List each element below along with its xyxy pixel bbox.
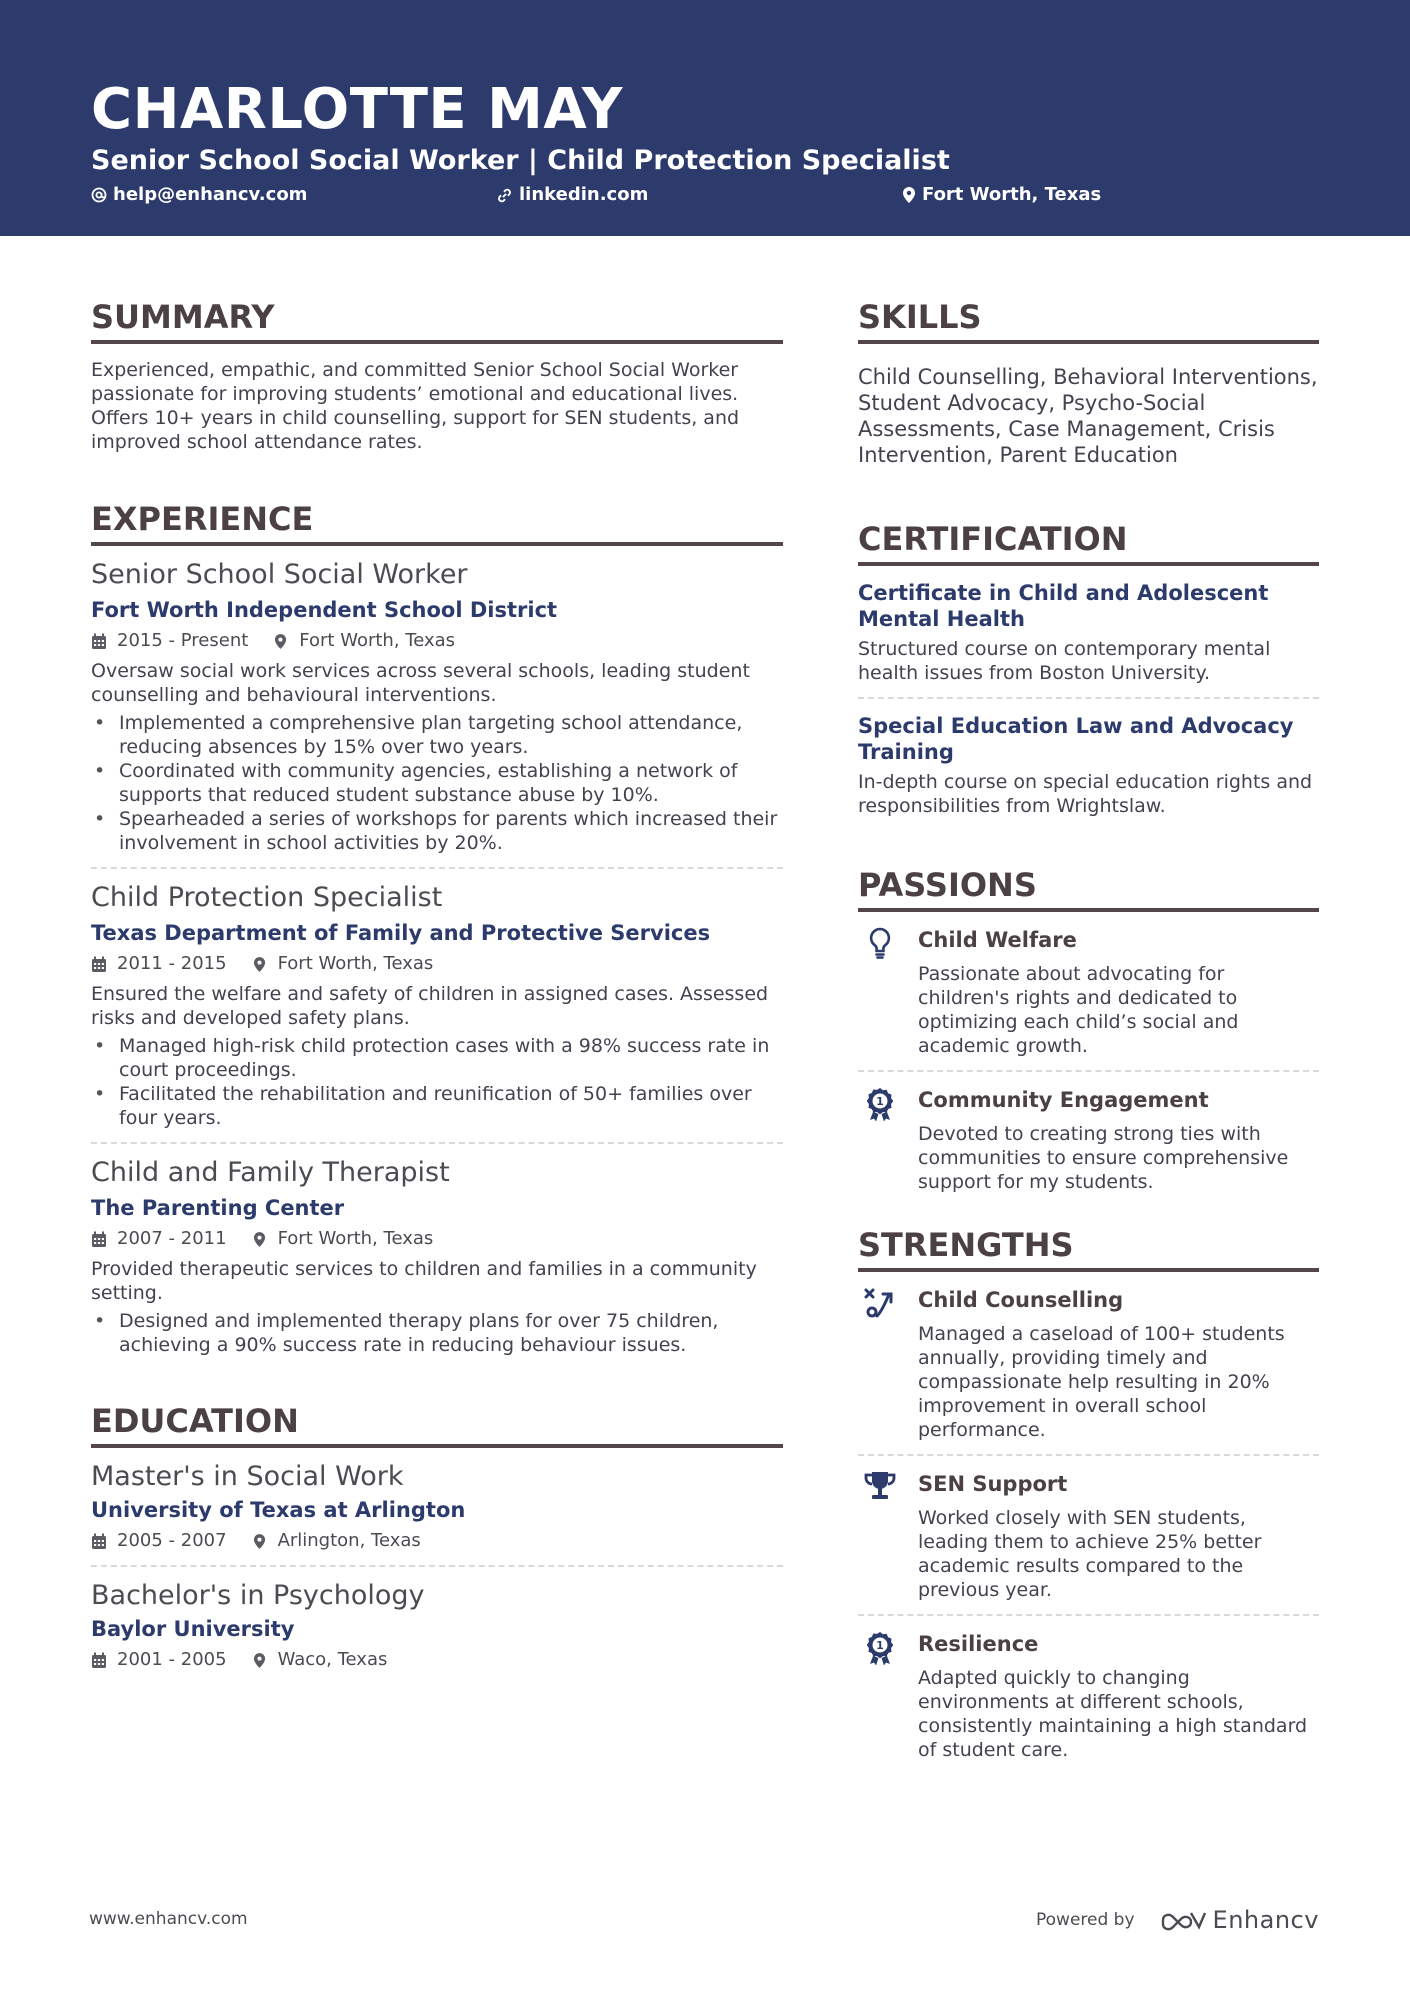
location-pin-icon xyxy=(274,633,287,650)
job-entry xyxy=(91,1156,783,1357)
powered-by-label: Powered by xyxy=(1036,1910,1135,1930)
degree-title: Master's in Social Work xyxy=(91,1461,404,1492)
passion-title: Community Engagement xyxy=(918,1088,1209,1112)
job-bullets xyxy=(91,1034,783,1130)
job-dates: 2015 - Present xyxy=(117,630,249,651)
divider xyxy=(858,697,1319,699)
certification-title: Special Education Law and Advocacy Training xyxy=(858,714,1294,764)
strength-title: Resilience xyxy=(918,1632,1039,1656)
company-name: Texas Department of Family and Protective Services xyxy=(91,921,711,945)
job-location: Fort Worth, Texas xyxy=(277,1228,434,1249)
footer-website[interactable]: www.enhancv.com xyxy=(89,1909,248,1929)
education-meta xyxy=(91,1648,783,1672)
job-description: Ensured the welfare and safety of children in assigned cases. Assessed risks and developed safety plans. xyxy=(91,983,769,1029)
education-location: Waco, Texas xyxy=(277,1649,388,1670)
job-location: Fort Worth, Texas xyxy=(277,953,434,974)
school-name: University of Texas at Arlington xyxy=(91,1498,466,1522)
certification-description: In-depth course on special education rights and responsibilities from Wrightslaw. xyxy=(858,771,1313,817)
job-dates: 2011 - 2015 xyxy=(117,953,227,974)
job-meta xyxy=(91,952,783,976)
education-location: Arlington, Texas xyxy=(277,1530,421,1551)
job-bullets xyxy=(91,711,783,855)
certification-section xyxy=(858,520,1319,818)
divider xyxy=(91,1565,783,1567)
svg-text:1: 1 xyxy=(876,1095,884,1108)
job-location: Fort Worth, Texas xyxy=(299,630,456,651)
passion-item xyxy=(858,1086,1319,1194)
passion-title: Child Welfare xyxy=(918,928,1077,952)
passions-section xyxy=(858,866,1319,1194)
divider xyxy=(858,1070,1319,1072)
certification-entry xyxy=(858,580,1319,685)
calendar-icon xyxy=(91,1231,107,1248)
enhancv-logo-icon xyxy=(1159,1908,1207,1932)
skills-section xyxy=(858,298,1319,468)
education-entry xyxy=(91,1579,783,1672)
passion-description: Passionate about advocating for children's rights and dedicated to optimizing each child’s social and academic growth. xyxy=(918,963,1239,1057)
summary-heading: SUMMARY xyxy=(91,298,783,344)
certification-entry xyxy=(858,713,1319,818)
passions-heading: PASSIONS xyxy=(858,866,1319,912)
strength-title: SEN Support xyxy=(918,1472,1068,1496)
job-bullet: • Coordinated with community agencies, establishing a network of supports that reduced student substance abuse by 10%. xyxy=(91,759,783,807)
job-bullet: • Facilitated the rehabilitation and reunification of 50+ families over four years. xyxy=(91,1082,783,1130)
contact-linkedin[interactable] xyxy=(496,183,648,207)
education-entry xyxy=(91,1460,783,1553)
company-name: Fort Worth Independent School District xyxy=(91,598,558,622)
calendar-icon xyxy=(91,1652,107,1669)
strength-item xyxy=(858,1470,1319,1602)
education-meta xyxy=(91,1529,783,1553)
location-pin-icon xyxy=(253,956,266,973)
job-entry xyxy=(91,881,783,1130)
passion-description: Devoted to creating strong ties with communities to ensure comprehensive support for my students. xyxy=(918,1123,1289,1193)
school-name: Baylor University xyxy=(91,1617,295,1641)
location-pin-icon xyxy=(253,1652,266,1669)
job-title: Child Protection Specialist xyxy=(91,882,443,913)
experience-heading: EXPERIENCE xyxy=(91,500,783,546)
link-icon xyxy=(496,187,513,204)
location-pin-icon xyxy=(253,1533,266,1550)
medal-icon xyxy=(865,1086,895,1122)
experience-section xyxy=(91,500,783,1357)
certification-title: Certificate in Child and Adolescent Mental Health xyxy=(858,581,1269,631)
strength-item xyxy=(858,1630,1319,1762)
education-dates: 2001 - 2005 xyxy=(117,1649,227,1670)
job-description: Oversaw social work services across several schools, leading student counselling and behavioural interventions. xyxy=(91,660,750,706)
strength-title: Child Counselling xyxy=(918,1288,1124,1312)
job-title: Senior School Social Worker xyxy=(91,559,468,590)
skills-text: Child Counselling, Behavioral Interventions, Student Advocacy, Psycho-Social Assessments, Case Management, Crisis Intervention, Parent Education xyxy=(858,365,1318,467)
passion-item xyxy=(858,926,1319,1058)
skills-heading: SKILLS xyxy=(858,298,1319,344)
svg-text:1: 1 xyxy=(876,1639,884,1652)
email-text: help@enhancv.com xyxy=(113,184,308,205)
location-text: Fort Worth, Texas xyxy=(922,184,1102,205)
certification-heading: CERTIFICATION xyxy=(858,520,1319,566)
strategy-icon xyxy=(863,1286,897,1320)
job-bullet: • Designed and implemented therapy plans for over 75 children, achieving a 90% success rate in reducing behaviour issues. xyxy=(91,1309,783,1357)
job-bullets xyxy=(91,1309,783,1357)
at-icon xyxy=(91,187,107,203)
job-bullet: • Managed high-risk child protection cases with a 98% success rate in court proceedings. xyxy=(91,1034,783,1082)
company-name: The Parenting Center xyxy=(91,1196,345,1220)
location-pin-icon xyxy=(253,1231,266,1248)
strength-description: Managed a caseload of 100+ students annually, providing timely and compassionate help resulting in 20% improvement in overall school performance. xyxy=(918,1323,1285,1441)
job-meta xyxy=(91,1227,783,1251)
education-heading: EDUCATION xyxy=(91,1402,783,1448)
summary-section xyxy=(91,298,783,454)
job-bullet: • Spearheaded a series of workshops for parents which increased their involvement in school activities by 20%. xyxy=(91,807,783,855)
contact-location xyxy=(902,183,1101,207)
divider xyxy=(858,1614,1319,1616)
strength-description: Worked closely with SEN students, leading them to achieve 25% better academic results compared to the previous year. xyxy=(918,1507,1262,1601)
education-dates: 2005 - 2007 xyxy=(117,1530,227,1551)
job-meta xyxy=(91,629,783,653)
calendar-icon xyxy=(91,633,107,650)
job-entry xyxy=(91,558,783,855)
medal-icon xyxy=(865,1630,895,1666)
candidate-title: Senior School Social Worker | Child Protection Specialist xyxy=(91,145,950,176)
job-title: Child and Family Therapist xyxy=(91,1157,450,1188)
summary-text: Experienced, empathic, and committed Senior School Social Worker passionate for improving students’ emotional and educational lives. Offers 10+ years in child counselling, support for SEN students, and improved school attendance rates. xyxy=(91,359,740,453)
strength-item xyxy=(858,1286,1319,1442)
trophy-icon xyxy=(863,1470,897,1502)
strengths-section xyxy=(858,1226,1319,1762)
divider xyxy=(91,867,783,869)
strengths-heading: STRENGTHS xyxy=(858,1226,1319,1272)
divider xyxy=(858,1454,1319,1456)
education-section xyxy=(91,1402,783,1672)
resume-header xyxy=(0,0,1410,236)
candidate-name: CHARLOTTE MAY xyxy=(91,77,623,142)
calendar-icon xyxy=(91,956,107,973)
footer-branding[interactable] xyxy=(1036,1906,1319,1934)
linkedin-text: linkedin.com xyxy=(519,184,649,205)
divider xyxy=(91,1142,783,1144)
certification-description: Structured course on contemporary mental health issues from Boston University. xyxy=(858,638,1271,684)
location-pin-icon xyxy=(902,186,916,204)
lightbulb-icon xyxy=(866,926,894,960)
job-bullet: • Implemented a comprehensive plan targeting school attendance, reducing absences by 15% over two years. xyxy=(91,711,783,759)
job-description: Provided therapeutic services to children and families in a community setting. xyxy=(91,1258,757,1304)
brand-name: Enhancv xyxy=(1212,1906,1319,1934)
job-dates: 2007 - 2011 xyxy=(117,1228,227,1249)
strength-description: Adapted quickly to changing environments at different schools, consistently maintaining a high standard of student care. xyxy=(918,1667,1308,1761)
contact-email[interactable] xyxy=(91,183,307,207)
degree-title: Bachelor's in Psychology xyxy=(91,1580,425,1611)
calendar-icon xyxy=(91,1533,107,1550)
